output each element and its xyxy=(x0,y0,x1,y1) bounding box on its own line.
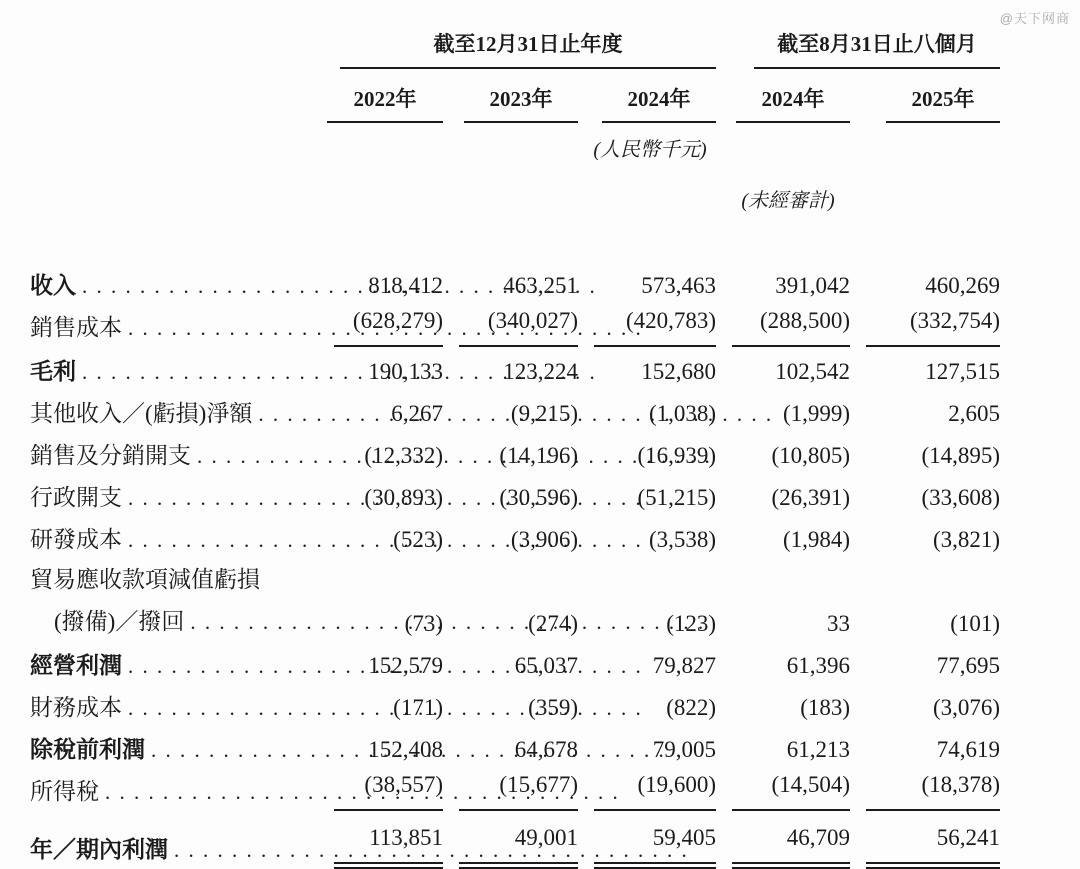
dot-leader xyxy=(197,441,712,471)
value-cell: (628,279) xyxy=(334,306,443,347)
value-cell: (16,939) xyxy=(637,443,717,468)
table-row-selling-expenses xyxy=(30,433,1000,475)
value-cell: (101) xyxy=(950,611,1001,636)
value-cell: 152,579 xyxy=(368,653,443,678)
table-row-other-income xyxy=(30,391,1000,433)
currency-note-row xyxy=(30,123,1000,162)
value-cell: (30,893) xyxy=(364,485,443,510)
row-label: 研發成本 xyxy=(30,527,122,552)
value-cell: (73) xyxy=(404,611,443,636)
row-label: 財務成本 xyxy=(30,695,122,720)
watermark: @天下网商 xyxy=(999,11,1070,26)
row-label: 毛利 xyxy=(30,359,76,384)
value-cell: 79,827 xyxy=(652,653,717,678)
value-cell: 64,678 xyxy=(514,737,578,762)
row-label: 銷售及分銷開支 xyxy=(30,443,191,468)
table-row-rd-costs xyxy=(30,517,1000,559)
value-cell: (1,999) xyxy=(782,401,851,426)
row-label: 銷售成本 xyxy=(30,315,122,340)
value-cell: (3,821) xyxy=(932,527,1001,552)
value-cell: (332,754) xyxy=(866,306,1000,347)
value-cell: (340,027) xyxy=(459,306,578,347)
table-row-revenue xyxy=(30,263,1000,305)
value-cell: (14,895) xyxy=(921,443,1001,468)
value-cell: (26,391) xyxy=(771,485,851,510)
value-cell: 59,405 xyxy=(594,823,716,869)
value-cell: (15,677) xyxy=(459,770,578,811)
value-cell: (3,538) xyxy=(648,527,717,552)
value-cell: (19,600) xyxy=(594,770,716,811)
table-row-operating-profit xyxy=(30,643,1000,685)
value-cell: (523) xyxy=(393,527,443,552)
row-label: 所得稅 xyxy=(30,779,99,804)
value-cell: 77,695 xyxy=(936,653,1001,678)
value-cell: 65,037 xyxy=(514,653,578,678)
col-header-2022: 2022年 xyxy=(327,69,443,123)
table-row-income-tax xyxy=(30,769,1000,811)
period-header-annual: 截至12月31日止年度 xyxy=(340,28,716,69)
row-label-line2: (撥備)／撥回 xyxy=(54,609,185,634)
col-header-2023: 2023年 xyxy=(464,69,578,123)
period-header-eight-months: 截至8月31日止八個月 xyxy=(754,28,1000,69)
table-row-profit-before-tax xyxy=(30,727,1000,769)
row-label: 收入 xyxy=(30,273,76,298)
row-label: 除稅前利潤 xyxy=(30,737,145,762)
table-row-impairment xyxy=(30,559,1000,643)
value-cell: (18,378) xyxy=(866,770,1000,811)
value-cell: (1,038) xyxy=(648,401,717,426)
value-cell: 61,396 xyxy=(786,653,851,678)
table-row-cost-of-sales xyxy=(30,305,1000,347)
value-cell: (12,332) xyxy=(364,443,443,468)
value-cell: 33 xyxy=(827,611,851,636)
value-cell: (14,504) xyxy=(732,770,850,811)
value-cell: (288,500) xyxy=(732,306,850,347)
value-cell: 56,241 xyxy=(866,823,1000,869)
currency-note: (人民幣千元) xyxy=(593,139,707,161)
value-cell: 460,269 xyxy=(925,273,1001,298)
row-label: 經營利潤 xyxy=(30,653,122,678)
value-cell: (14,196) xyxy=(499,443,578,468)
row-label-line1: 貿易應收款項減值虧損 xyxy=(30,567,260,592)
unaudited-note: (未經審計) xyxy=(741,190,835,212)
table-row-gross-profit xyxy=(30,347,1000,391)
value-cell: 152,680 xyxy=(641,359,717,384)
value-cell: 61,213 xyxy=(786,737,851,762)
value-cell: 573,463 xyxy=(641,273,717,298)
table-row-admin-expenses xyxy=(30,475,1000,517)
dot-leader xyxy=(190,601,705,643)
value-cell: (183) xyxy=(800,695,851,720)
table-row-finance-costs xyxy=(30,685,1000,727)
value-cell: (171) xyxy=(393,695,443,720)
value-cell: 46,709 xyxy=(732,823,850,869)
value-cell: (123) xyxy=(666,611,717,636)
period-group-row xyxy=(30,28,1000,69)
col-header-2024: 2024年 xyxy=(602,69,716,123)
value-cell: 113,851 xyxy=(334,823,443,869)
value-cell: 127,515 xyxy=(925,359,1001,384)
value-cell: 818,412 xyxy=(368,273,443,298)
value-cell: 2,605 xyxy=(948,401,1001,426)
value-cell: (9,215) xyxy=(510,401,578,426)
row-label: 其他收入／(虧損)淨額 xyxy=(30,401,253,426)
unaudited-note-row xyxy=(30,162,1000,213)
table-row-profit-for-period xyxy=(30,811,1000,869)
value-cell: 102,542 xyxy=(775,359,851,384)
value-cell: (3,906) xyxy=(510,527,578,552)
value-cell: (30,596) xyxy=(499,485,578,510)
col-header-2024-8m: 2024年 xyxy=(736,69,850,123)
value-cell: 123,224 xyxy=(503,359,578,384)
value-cell: 49,001 xyxy=(459,823,578,869)
value-cell: 152,408 xyxy=(368,737,443,762)
income-statement-table xyxy=(30,28,1000,869)
value-cell: (274) xyxy=(528,611,578,636)
value-cell: (359) xyxy=(528,695,578,720)
value-cell: (38,557) xyxy=(334,770,443,811)
value-cell: 79,005 xyxy=(652,737,717,762)
value-cell: 190,133 xyxy=(368,359,443,384)
value-cell: 463,251 xyxy=(503,273,578,298)
value-cell: (822) xyxy=(666,695,717,720)
year-header-row xyxy=(30,69,1000,123)
value-cell: 391,042 xyxy=(775,273,851,298)
row-label: 年／期內利潤 xyxy=(30,837,168,862)
value-cell: (1,984) xyxy=(782,527,851,552)
value-cell: 6,267 xyxy=(391,401,443,426)
value-cell: 74,619 xyxy=(936,737,1001,762)
row-label: 行政開支 xyxy=(30,485,122,510)
value-cell: (33,608) xyxy=(921,485,1001,510)
value-cell: (51,215) xyxy=(637,485,717,510)
value-cell: (10,805) xyxy=(771,443,851,468)
value-cell: (420,783) xyxy=(594,306,716,347)
col-header-2025-8m: 2025年 xyxy=(886,69,1000,123)
value-cell: (3,076) xyxy=(932,695,1001,720)
